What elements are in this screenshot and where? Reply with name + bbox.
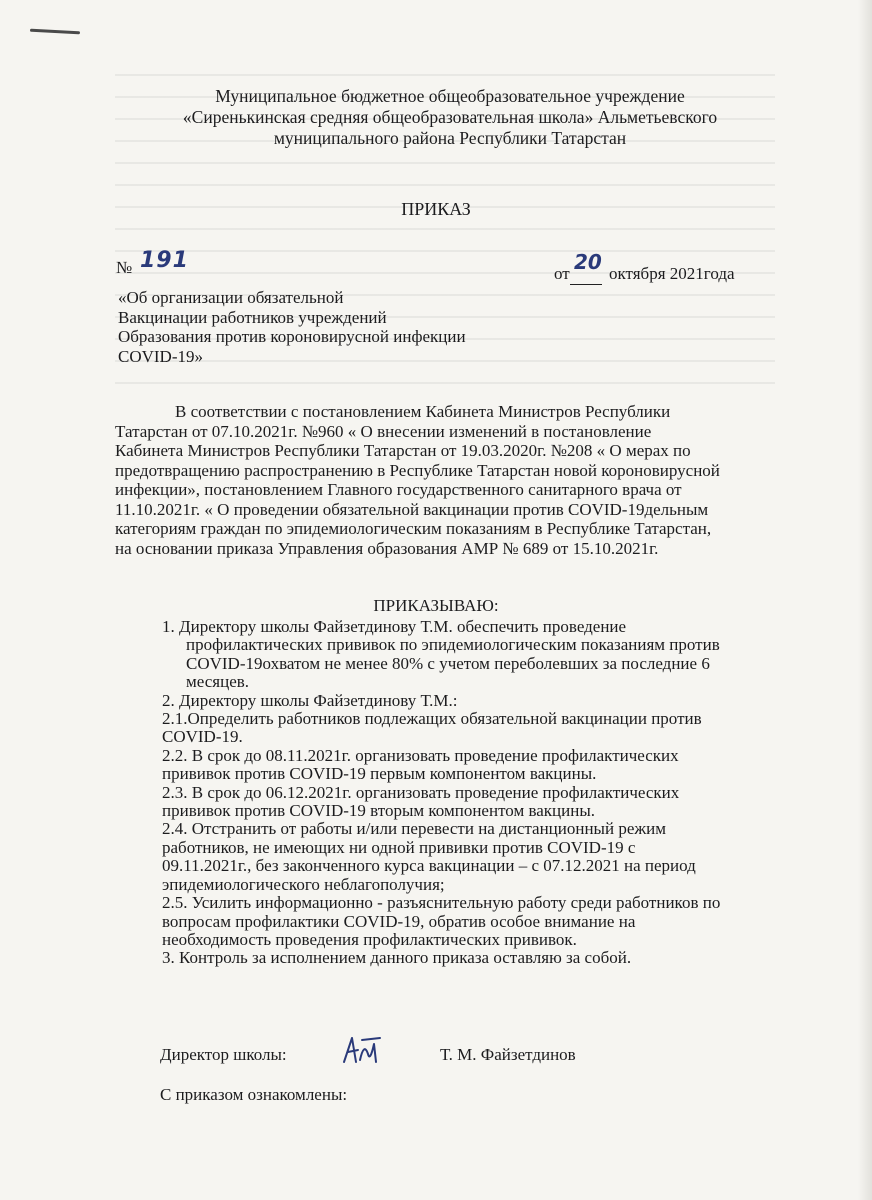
body-line: Кабинета Министров Республики Татарстан от 19.03.2020г. №208 « О мерах по [115, 441, 691, 460]
subject-line: COVID-19» [118, 346, 203, 366]
date-month-year: октября 2021года [609, 264, 735, 283]
order-subject [118, 288, 466, 366]
document-title: ПРИКАЗ [401, 199, 471, 219]
body-line: категориям граждан по эпидемиологическим показаниям в Республике Татарстан, [115, 519, 712, 538]
list-item: 2.1.Определить работников подлежащих обязательной вакцинации против [162, 709, 702, 729]
date-prefix: от [554, 264, 570, 283]
pen-mark [30, 29, 80, 35]
date-day-handwritten: 20 [574, 250, 602, 274]
subject-line: Вакцинации работников учреждений [118, 307, 387, 327]
header-line-2: «Сиренькинская средняя общеобразовательная школа» Альметьевского [182, 107, 718, 127]
order-heading: ПРИКАЗЫВАЮ: [373, 596, 499, 615]
list-item: 2.5. Усилить информационно - разъяснительную работу среди работников по [162, 893, 721, 913]
body-line: инфекции», постановлением Главного государственного санитарного врача от [115, 480, 682, 499]
list-item: 3. Контроль за исполнением данного приказа оставляю за собой. [162, 948, 632, 968]
list-item: 09.11.2021г., без законченного курса вакцинации – с 07.12.2021 на период [162, 856, 696, 876]
body-line: предотвращению распространению в Республике Татарстан новой короновирусной [115, 460, 720, 480]
list-item: необходимость проведения профилактических прививок. [162, 929, 577, 949]
body-line: 11.10.2021г. « О проведении обязательной вакцинации против COVID-19дельным [115, 499, 709, 519]
list-item: 1. Директору школы Файзетдинову Т.М. обеспечить проведение [162, 617, 627, 636]
list-item: месяцев. [186, 672, 250, 692]
list-item: прививок против COVID-19 вторым компонентом вакцины. [162, 801, 596, 821]
list-item: COVID-19. [162, 727, 243, 747]
body-line: Татарстан от 07.10.2021г. №960 « О внесении изменений в постановление [115, 421, 652, 441]
signatory-name: Т. М. Файзетдинов [440, 1045, 576, 1064]
header-line-1: Муниципальное бюджетное общеобразовательное учреждение [215, 86, 685, 106]
body-line: В соответствии с постановлением Кабинета Министров Республики [175, 402, 671, 421]
subject-line: Образования против короновирусной инфекции [118, 327, 466, 346]
subject-line: «Об организации обязательной [118, 288, 344, 307]
order-items [162, 618, 720, 968]
list-item: 2.2. В срок до 08.11.2021г. организовать проведение профилактических [162, 745, 679, 765]
header-line-3: муниципального района Республики Татарстан [273, 128, 627, 148]
date-underline [570, 284, 602, 285]
handwritten-signature [340, 1032, 384, 1068]
body-line: на основании приказа Управления образования АМР № 689 от 15.10.2021г. [115, 538, 659, 558]
list-item: вопросам профилактики COVID-19, обратив особое внимание на [162, 911, 636, 931]
list-item: эпидемиологического неблагополучия; [162, 874, 445, 894]
list-item: 2.4. Отстранить от работы и/или перевести на дистанционный режим [162, 819, 666, 839]
list-item: работников, не имеющих ни одной прививки против COVID-19 с [162, 837, 636, 857]
list-item: 2.3. В срок до 06.12.2021г. организовать проведение профилактических [162, 782, 680, 802]
order-number-label: № [116, 258, 133, 277]
list-item: COVID-19охватом не менее 80% с учетом переболевших за последние 6 [186, 653, 710, 673]
acquaintance-line: С приказом ознакомлены: [160, 1085, 348, 1104]
preamble-paragraph [115, 402, 720, 558]
list-item: прививок против COVID-19 первым компонентом вакцины. [162, 764, 597, 784]
order-number-handwritten: 191 [140, 248, 189, 273]
institution-header [100, 86, 800, 149]
signature-title: Директор школы: [160, 1045, 287, 1064]
list-item: 2. Директору школы Файзетдинову Т.М.: [162, 690, 458, 710]
list-item: профилактических прививок по эпидемиологическим показаниям против [186, 635, 720, 655]
